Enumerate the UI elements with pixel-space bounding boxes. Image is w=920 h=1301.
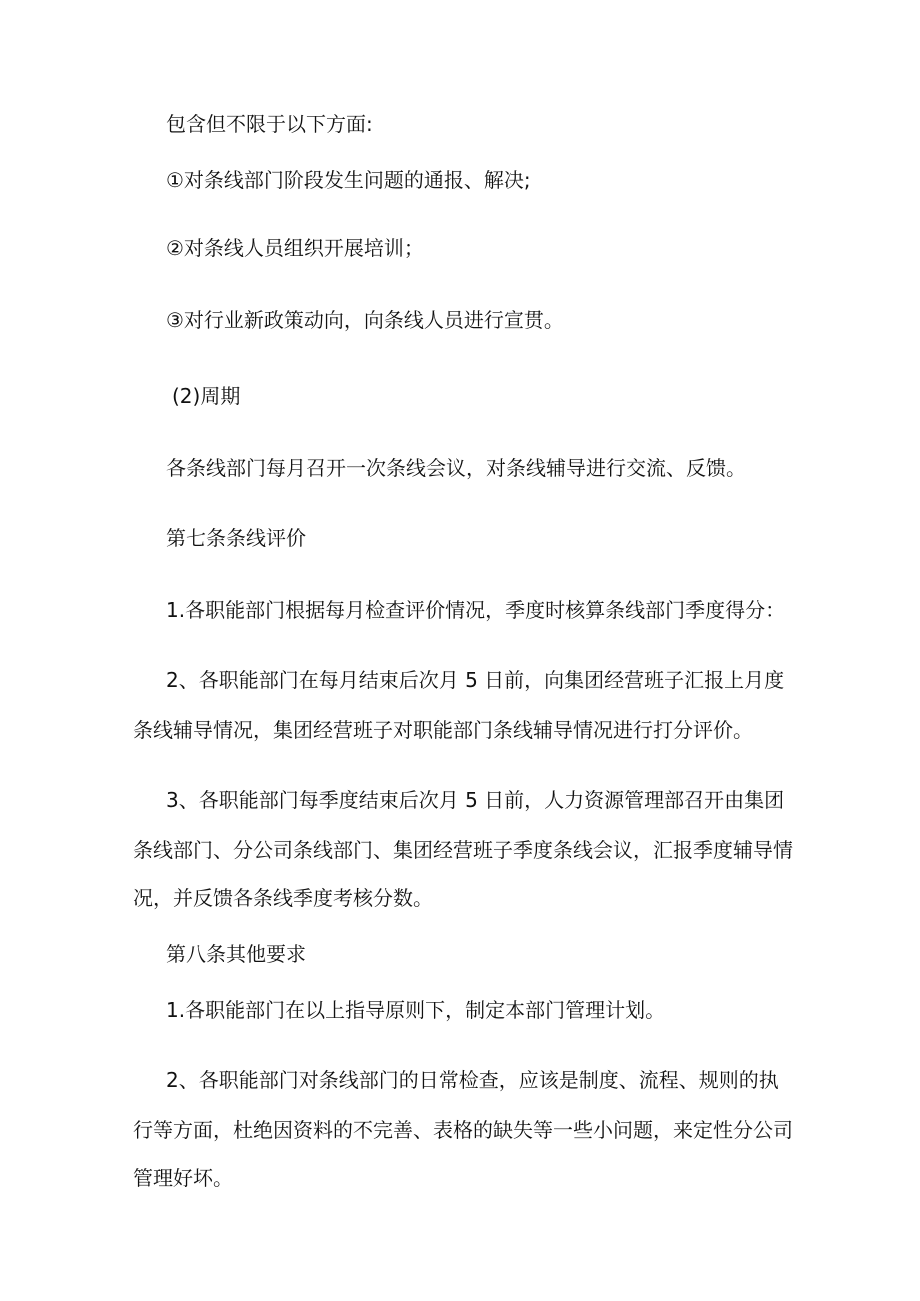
line-text: (2)周期 bbox=[172, 384, 241, 408]
line-text: 2、各职能部门对条线部门的日常检查，应该是制度、流程、规则的执 bbox=[166, 1068, 779, 1092]
line-text: 1.各职能部门根据每月检查评价情况，季度时核算条线部门季度得分： bbox=[166, 598, 786, 622]
line-text: 各条线部门每月召开一次条线会议，对条线辅导进行交流、反馈。 bbox=[166, 456, 746, 480]
line-text: 第八条其他要求 bbox=[166, 942, 306, 966]
line-text: 包含但不限于以下方面: bbox=[166, 112, 373, 136]
line-text: 管理好坏。 bbox=[133, 1166, 233, 1190]
line-text: ①对条线部门阶段发生问题的通报、解决; bbox=[166, 168, 531, 192]
line-text: 行等方面，杜绝因资料的不完善、表格的缺失等一些小问题，来定性分公司 bbox=[133, 1118, 793, 1142]
line-text: 1.各职能部门在以上指导原则下，制定本部门管理计划。 bbox=[166, 998, 666, 1022]
line-text: 3、各职能部门每季度结束后次月 5 日前，人力资源管理部召开由集团 bbox=[166, 788, 785, 812]
line-text: ②对条线人员组织开展培训； bbox=[166, 236, 424, 260]
line-text: 2、各职能部门在每月结束后次月 5 日前，向集团经营班子汇报上月度 bbox=[166, 668, 785, 692]
line-text: 条线部门、分公司条线部门、集团经营班子季度条线会议，汇报季度辅导情 bbox=[133, 838, 793, 862]
line-text: 况，并反馈各条线季度考核分数。 bbox=[133, 886, 433, 910]
line-text: 条线辅导情况，集团经营班子对职能部门条线辅导情况进行打分评价。 bbox=[133, 718, 753, 742]
line-text: ③对行业新政策动向，向条线人员进行宣贯。 bbox=[166, 308, 564, 332]
line-text: 第七条条线评价 bbox=[166, 526, 306, 550]
